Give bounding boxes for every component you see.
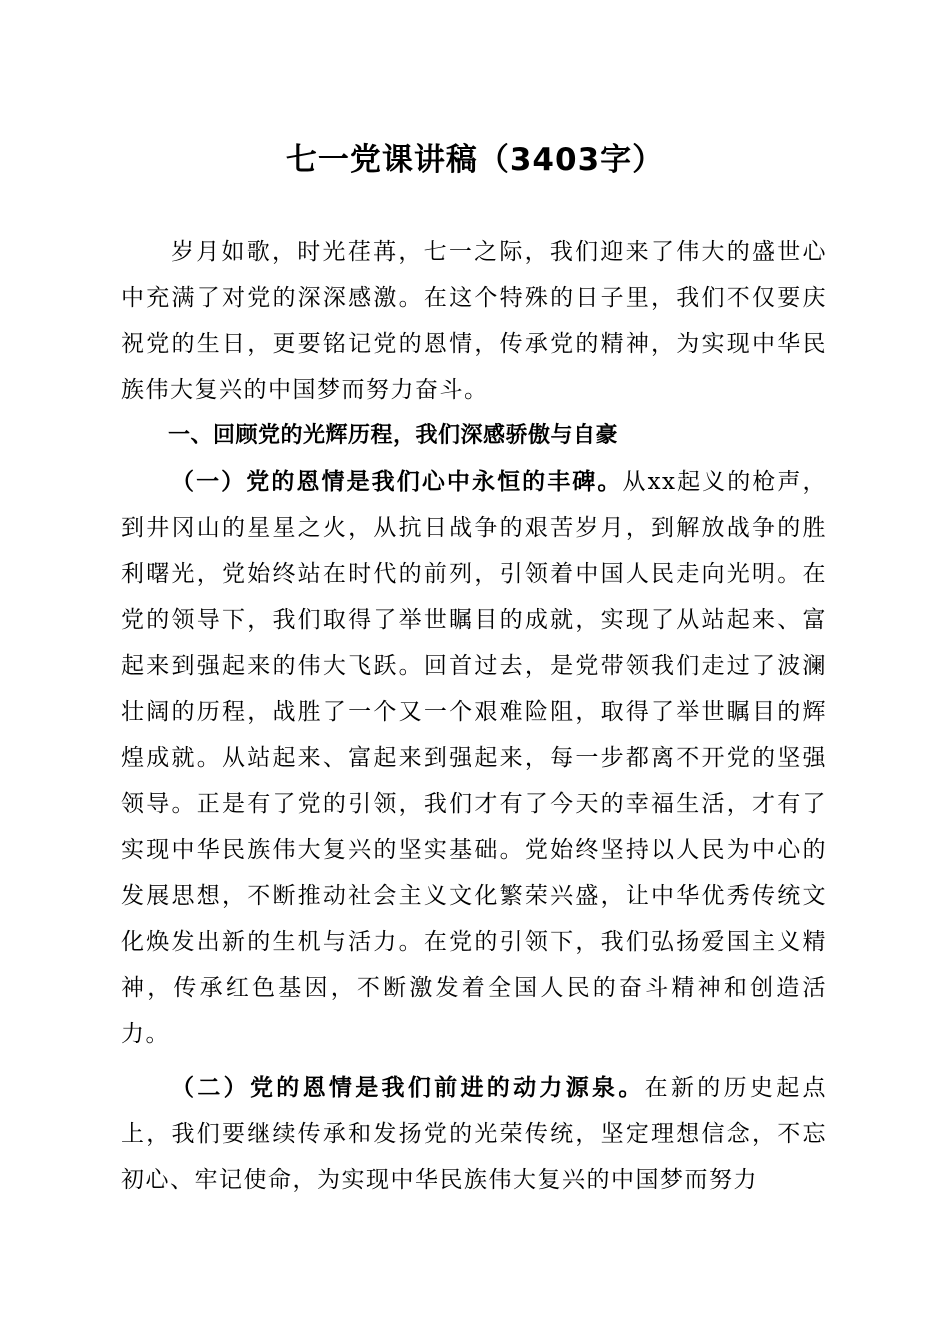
document-body [121, 229, 827, 1203]
paragraph-2-lead: （二）党的恩情是我们前进的动力源泉。 [171, 1074, 645, 1101]
paragraph-2 [121, 1065, 827, 1203]
paragraph-2-body: 在新的历史起点上，我们要继续传承和发扬党的光荣传统，坚定理想信念，不忘初心、牢记使命，为实现中华民族伟大复兴的中国梦而努力 [121, 1075, 827, 1193]
section-heading-1: 一、回顾党的光辉历程，我们深感骄傲与自豪 [168, 423, 619, 448]
paragraph-1-body: 从xx起义的枪声，到井冈山的星星之火，从抗日战争的艰苦岁月，到解放战争的胜利曙光，党始终站在时代的前列，引领着中国人民走向光明。在党的领导下，我们取得了举世瞩目的成就，实现了从站起来、富起来到强起来的伟大飞跃。回首过去，是党带领我们走过了波澜壮阔的历程，战胜了一个又一个艰难险阻，取得了举世瞩目的辉煌成就。从站起来、富起来到强起来，每一步都离不开党的坚强领导。正是有了党的引领，我们才有了今天的幸福生活，才有了实现中华民族伟大复兴的坚实基础。党始终坚持以人民为中心的发展思想，不断推动社会主义文化繁荣兴盛，让中华优秀传统文化焕发出新的生机与活力。在党的引领下，我们弘扬爱国主义精神，传承红色基因，不断激发着全国人民的奋斗精神和创造活力。 [121, 469, 828, 1047]
intro-paragraph: 岁月如歌，时光荏苒，七一之际，我们迎来了伟大的盛世心中充满了对党的深深感激。在这个特殊的日子里，我们不仅要庆祝党的生日，更要铭记党的恩情，传承党的精神，为实现中华民族伟大复兴的中国梦而努力奋斗。 [121, 239, 827, 403]
paragraph-gap [121, 1057, 827, 1065]
paragraph-1 [121, 459, 827, 1057]
document-title: 七一党课讲稿（3403字） [285, 142, 665, 178]
paragraph-1-lead: （一）党的恩情是我们心中永恒的丰碑。 [171, 468, 623, 495]
